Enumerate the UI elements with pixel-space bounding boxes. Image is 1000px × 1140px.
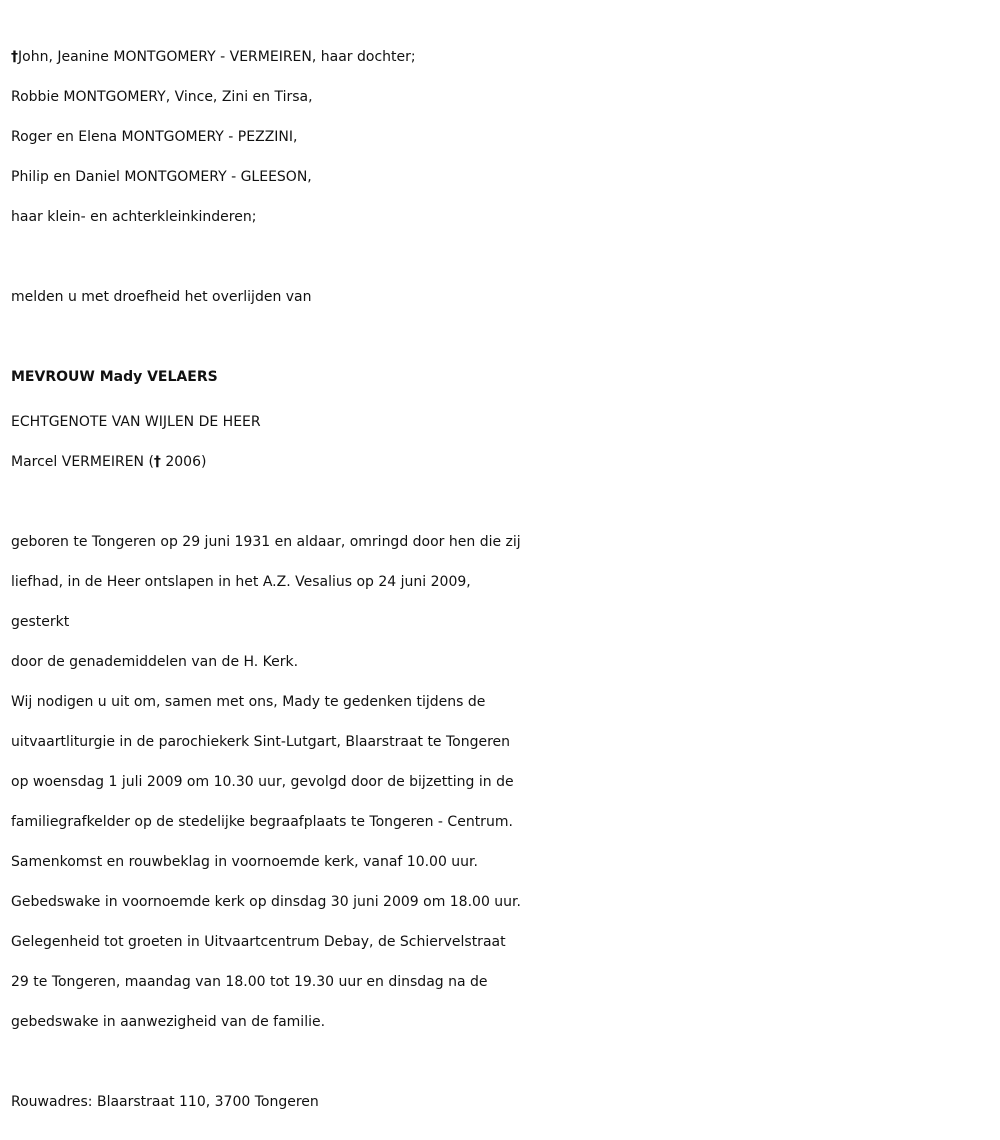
details-line: geboren te Tongeren op 29 juni 1931 en aldaar, omringd door hen die zij [11, 534, 521, 550]
family-line: Robbie MONTGOMERY, Vince, Zini en Tirsa, [11, 89, 313, 105]
family-line: haar klein- en achterkleinkinderen; [11, 209, 257, 225]
details-line: gebedswake in aanwezigheid van de familie. [11, 1014, 326, 1030]
family-line [11, 37, 996, 77]
details-line: Wij nodigen u uit om, samen met ons, Mady te gedenken tijdens de [11, 694, 486, 710]
deceased-name: MEVROUW Mady VELAERS [11, 369, 218, 385]
family-line: Philip en Daniel MONTGOMERY - GLEESON, [11, 169, 312, 185]
details-line: door de genademiddelen van de H. Kerk. [11, 654, 299, 670]
spouse-name: Marcel VERMEIREN ( [11, 454, 154, 470]
spacer [11, 482, 996, 522]
announcement-text: melden u met droefheid het overlijden van [11, 289, 312, 305]
spacer [11, 1042, 996, 1082]
details-line: Gebedswake in voornoemde kerk op dinsdag 30 juni 2009 om 18.00 uur. [11, 894, 521, 910]
cross-icon: † [11, 49, 18, 65]
family-line-text: John, Jeanine MONTGOMERY - VERMEIREN, haar dochter; [18, 49, 416, 65]
details-line: op woensdag 1 juli 2009 om 10.30 uur, gevolgd door de bijzetting in de [11, 774, 514, 790]
details-line: liefhad, in de Heer ontslapen in het A.Z. Vesalius op 24 juni 2009, [11, 574, 471, 590]
deceased-title: ECHTGENOTE VAN WIJLEN DE HEER [11, 414, 261, 430]
family-list [11, 37, 996, 237]
spacer [11, 237, 996, 277]
mourning-address: Rouwadres: Blaarstraat 110, 3700 Tongeren [11, 1094, 319, 1110]
details-line: Gelegenheid tot groeten in Uitvaartcentrum Debay, de Schiervelstraat [11, 934, 506, 950]
family-line: Roger en Elena MONTGOMERY - PEZZINI, [11, 129, 298, 145]
obituary-notice [11, 37, 996, 1122]
details-line: gesterkt [11, 614, 70, 630]
details-line: 29 te Tongeren, maandag van 18.00 tot 19.30 uur en dinsdag na de [11, 974, 488, 990]
details-line: Samenkomst en rouwbeklag in voornoemde kerk, vanaf 10.00 uur. [11, 854, 478, 870]
spacer [11, 317, 996, 357]
details-line: familiegrafkelder op de stedelijke begraafplaats te Tongeren - Centrum. [11, 814, 513, 830]
cross-icon: † [153, 454, 161, 470]
details-line: uitvaartliturgie in de parochiekerk Sint-Lutgart, Blaarstraat te Tongeren [11, 734, 511, 750]
funeral-details [11, 522, 996, 1042]
spouse-year: 2006) [160, 454, 207, 470]
spouse-line [11, 442, 996, 482]
